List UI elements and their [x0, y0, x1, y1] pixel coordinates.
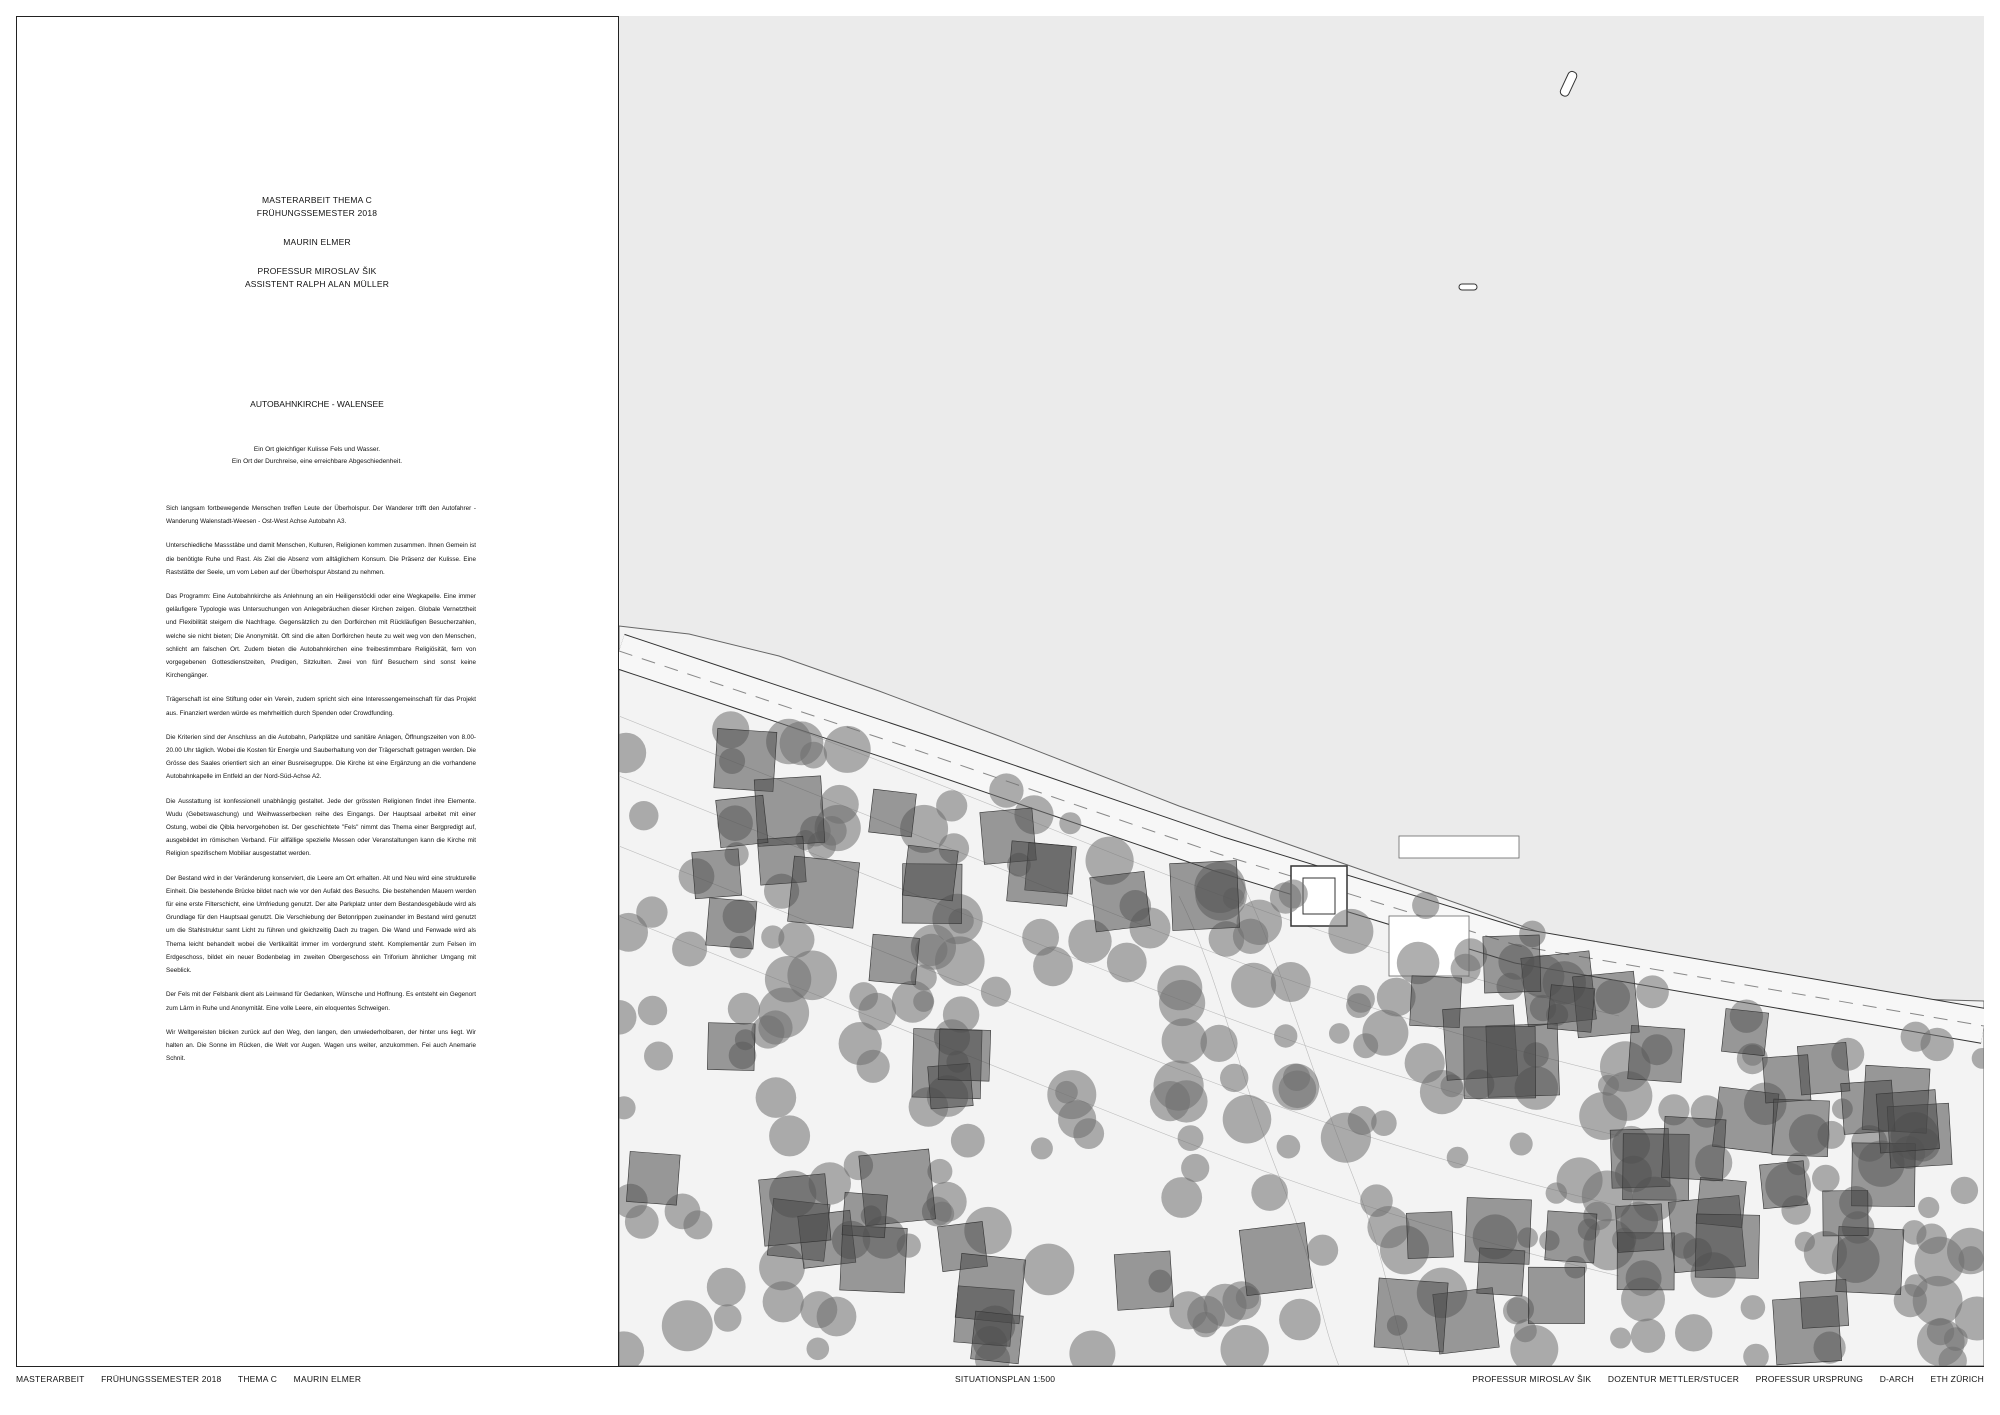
- body-paragraph: Trägerschaft ist eine Stiftung oder ein Verein, zudem spricht sich eine Interessengemeinschaft für das Projekt aus. Finanziert werden würde es mehrheitlich durch Spenden oder Crowdfunding.: [166, 696, 476, 717]
- site-plan: [619, 16, 1984, 1366]
- tree-canopy: [728, 993, 760, 1025]
- tree-canopy: [1631, 1319, 1665, 1353]
- tree-canopy: [625, 1205, 659, 1239]
- building-block: [1823, 1191, 1868, 1236]
- tree-canopy: [1047, 1070, 1096, 1119]
- building-block: [1374, 1278, 1448, 1352]
- author-name: MAURIN ELMER: [283, 237, 351, 247]
- tree-canopy: [1675, 1314, 1712, 1351]
- tree-canopy: [1031, 1137, 1053, 1159]
- building-block: [1836, 1226, 1904, 1294]
- building-block: [1114, 1251, 1173, 1310]
- tree-canopy: [1154, 1061, 1204, 1111]
- tree-canopy: [935, 936, 985, 986]
- tree-canopy: [1741, 1295, 1766, 1320]
- body-paragraph: Wir Weltgereisten blicken zurück auf den Weg, den langen, den unwiederholbaren, der hinter uns liegt. Wir halten an. Die Sonne im Rücken, die Welt vor Augen. Wagen uns weiter, anzukommen. Fei auch Anemarie Schnit.: [166, 1028, 476, 1063]
- tree-canopy: [1279, 1299, 1321, 1341]
- building-block: [1661, 1116, 1726, 1181]
- tree-canopy: [1271, 962, 1311, 1002]
- footer-right: [1458, 1374, 1984, 1384]
- building-block: [1759, 1161, 1807, 1209]
- body-paragraph: Unterschiedliche Massstäbe und damit Menschen, Kulturen, Religionen kommen zusammen. Ihnen Gemein ist die benötigte Ruhe und Rast. Als Ziel die Absenz vom alltäglichem Konsum. Die Präsenz der Kulisse. Eine Raststätte der Seele, um vom Leben auf der Überholspur Abstand zu nehmen.: [166, 542, 476, 576]
- boat-icon: [1459, 284, 1477, 290]
- building-block: [1465, 1197, 1532, 1264]
- tree-canopy: [1107, 943, 1147, 983]
- building-block: [971, 1311, 1024, 1364]
- building-block: [626, 1151, 680, 1205]
- footer-center: SITUATIONSPLAN 1:500: [955, 1374, 1056, 1384]
- body-paragraph: Die Kriterien sind der Anschluss an die Autobahn, Parkplätze und sanitäre Anlagen, Öffnungszeiten von 8.00-20.00 Uhr täglich. Wobei die Kosten für Energie und Sauberhaltung von der Trägerschaft getragen werden. Die Grösse des Saales orientiert sich an einer Busreisegruppe. Die Kirche ist eine Ergänzung an die vorhandene Autobahnkapelle im Entfeld an der Nord-Süd-Achse A2.: [166, 733, 476, 781]
- building-block: [1772, 1099, 1830, 1157]
- building-block: [869, 934, 920, 985]
- project-title: AUTOBAHNKIRCHE - WALENSEE: [250, 399, 384, 409]
- header-line-2: FRÜHUNGSSEMESTER 2018: [256, 208, 378, 218]
- tree-canopy: [824, 726, 871, 773]
- tree-canopy: [638, 996, 667, 1025]
- frame-bottom-line: [16, 1366, 1984, 1367]
- tree-canopy: [981, 977, 1011, 1007]
- tree-canopy: [787, 951, 837, 1001]
- tree-canopy: [1921, 1028, 1954, 1061]
- tree-canopy: [1328, 909, 1373, 954]
- tree-canopy: [758, 1010, 792, 1044]
- tree-canopy: [644, 1042, 673, 1071]
- tree-canopy: [1510, 1133, 1533, 1156]
- site-plan-drawing: [619, 16, 1984, 1366]
- building-block: [1483, 935, 1541, 993]
- body-paragraph: Die Ausstattung ist konfessionell unabhängig gestaltet. Jede der grössten Religionen findet ihre Elemente. Wudu (Gebetswaschung) und Weihwasserbecken reihe des Eingangs. Der Hauptsaal arbeitet mit einer Ostung, wobei die Qibla hervorgehoben ist. Der geschichtete "Fels" nimmt das Thema einer Bergpredigt auf, ausgebildet im römischen Verband. Für allfällige spezielle Messen oder Veranstaltungen kann die Kirche mit Religion spezifischem Mobiliar ausgestattet werden.: [166, 797, 476, 858]
- body-text: [166, 502, 476, 1076]
- tree-canopy: [1033, 946, 1073, 986]
- tree-canopy: [1812, 1165, 1840, 1193]
- footer-item: ETH ZÜRICH: [1930, 1374, 1984, 1384]
- tree-canopy: [1346, 993, 1371, 1018]
- motto-line-1: Ein Ort gleichfiger Kulisse Fels und Wasser.: [253, 446, 381, 453]
- tree-canopy: [1274, 1024, 1297, 1047]
- tree-canopy: [839, 1022, 882, 1065]
- body-paragraph: Das Programm: Eine Autobahnkirche als Anlehnung an ein Heiligenstöckli oder eine Wegkapelle. Eine immer geläufigere Typologie was Untersuchungen von Anlegebräuchen dieser Kirchen zeigen. Globale Vernetztheit und Flexibilität steigern die Nachfrage. Gegensätzlich zu den Dorfkirchen mit Rückläufigen Besucherzahlen, welche sie nicht bieten; Die Anonymität. Oft sind die alten Dorfkirchen heute zu weit weg von den Menschen, schlicht am falschen Ort. Zudem bieten die Autobahnkirchen eine freibestimmbare Religiösität, fern von vorgegebenen Gottesdienstzeiten, Predigen, Sitzkulten. Zwei von fünf Besuchern sind sonst keine Kirchengänger.: [166, 593, 476, 680]
- tree-canopy: [1951, 1177, 1978, 1204]
- tree-canopy: [1023, 1244, 1075, 1296]
- tree-canopy: [800, 742, 827, 769]
- tree-canopy: [1918, 1197, 1939, 1218]
- professor-name: PROFESSUR MIROSLAV ŠIK: [257, 266, 377, 276]
- building-block: [1239, 1223, 1312, 1296]
- tree-canopy: [1412, 892, 1439, 919]
- building-block: [1547, 985, 1595, 1033]
- body-paragraph: Sich langsam fortbewegende Menschen treffen Leute der Überholspur. Der Wanderer trifft den Autofahrer - Wanderung Walenstadt-Weesen - Ost-West Achse Autobahn A3.: [166, 505, 476, 526]
- tree-canopy: [1277, 1135, 1301, 1159]
- tree-canopy: [1636, 975, 1669, 1008]
- tree-canopy: [800, 1291, 837, 1328]
- parking-area: [1399, 836, 1519, 858]
- building-block: [869, 789, 917, 837]
- building-block: [707, 1023, 755, 1071]
- footer-item: PROFESSUR URSPRUNG: [1755, 1374, 1864, 1384]
- tree-canopy: [1362, 1010, 1408, 1056]
- tree-canopy: [1348, 1106, 1377, 1135]
- tree-canopy: [807, 1338, 830, 1361]
- tree-canopy: [1546, 1182, 1567, 1203]
- building-block: [692, 849, 742, 899]
- thesis-header: [16, 194, 618, 291]
- tree-canopy: [1178, 1125, 1204, 1151]
- building-block: [1406, 1212, 1453, 1259]
- tree-canopy: [951, 1124, 985, 1158]
- building-block: [842, 1192, 887, 1237]
- building-block: [706, 898, 757, 949]
- tree-canopy: [672, 932, 707, 967]
- text-panel: [16, 16, 618, 1366]
- tree-canopy: [1073, 1118, 1104, 1149]
- tree-canopy: [756, 1077, 797, 1118]
- building-block: [1090, 871, 1151, 932]
- building-block: [1170, 861, 1240, 931]
- tree-canopy: [1405, 1043, 1445, 1083]
- tree-canopy: [1902, 1220, 1927, 1245]
- tree-canopy: [1181, 1154, 1209, 1182]
- building-block: [1721, 1009, 1768, 1056]
- building-block: [1528, 1267, 1584, 1323]
- tree-canopy: [989, 773, 1023, 807]
- tree-canopy: [1193, 1312, 1218, 1337]
- tree-canopy: [1270, 882, 1301, 913]
- building-block: [1876, 1090, 1939, 1153]
- tree-canopy: [1220, 1064, 1248, 1092]
- body-paragraph: Der Bestand wird in der Veränderung konserviert, die Leere am Ort erhalten. Alt und Neu wird eine strukturelle Einheit. Die bestehende Brücke bildet nach wie vor den Aufakt des Besuchs. Die bestehenden Mauern werden für eine erste Filterschicht, eine Umfriedung genutzt. Der alte Parkplatz unter dem Bestandesgebäude wird als Grundlage für den Hauptsaal genutzt. Die Verschiebung der Betonrippen zueinander im Bestand wird genutzt um die Stahlstruktur samt Licht zu führen und gleichzeitig Dach zu tragen. Die Wand und Fenwade wird als Thema leicht behandelt wobei die Vertikalität immer im vordergrund steht. Komplementär zum Felsen im Erdgeschoss, bildet ein neuer Bodenbelag im zweiten Obergeschoss ein Triforium ähnlicher Umgang mit Seeblick.: [166, 874, 476, 975]
- tree-canopy: [1944, 1327, 1968, 1351]
- tree-canopy: [1905, 1274, 1928, 1297]
- building-block: [1628, 1025, 1685, 1082]
- footer-item: THEMA C: [237, 1374, 278, 1384]
- building-block: [938, 1029, 991, 1082]
- tree-canopy: [714, 1304, 742, 1332]
- building-block: [1615, 1204, 1664, 1253]
- building-block: [903, 845, 959, 901]
- tree-canopy: [778, 922, 814, 958]
- tree-canopy: [1059, 812, 1081, 834]
- footer-left: [16, 1374, 375, 1384]
- tree-canopy: [1503, 1297, 1530, 1324]
- building-block: [716, 795, 768, 847]
- tree-canopy: [1447, 1147, 1469, 1169]
- building-block: [1464, 1026, 1536, 1098]
- tree-canopy: [1162, 1018, 1207, 1063]
- tree-canopy: [662, 1300, 713, 1351]
- tree-canopy: [1329, 1023, 1350, 1044]
- tree-canopy: [1231, 963, 1276, 1008]
- tree-canopy: [1307, 1235, 1338, 1266]
- motto-line-2: Ein Ort der Durchreise, eine erreichbare Abgeschiedenheit.: [231, 458, 403, 465]
- tree-canopy: [849, 982, 878, 1011]
- motto: [16, 444, 618, 468]
- building-block: [1545, 1211, 1597, 1263]
- building-block: [1007, 841, 1073, 907]
- building-block: [759, 1174, 831, 1246]
- footer-item: PROFESSUR MIROSLAV ŠIK: [1472, 1374, 1592, 1384]
- building-block: [788, 856, 860, 928]
- footer-item: D-ARCH: [1879, 1374, 1914, 1384]
- footer-item: DOZENTUR METTLER/STUCER: [1607, 1374, 1740, 1384]
- building-block: [1695, 1214, 1760, 1279]
- assistant-name: ASSISTENT RALPH ALAN MÜLLER: [244, 279, 390, 289]
- building-block: [1763, 1055, 1811, 1103]
- tree-canopy: [1251, 1174, 1288, 1211]
- tree-canopy: [707, 1268, 746, 1307]
- tree-canopy: [943, 996, 979, 1032]
- tree-canopy: [1161, 1177, 1202, 1218]
- tree-canopy: [1223, 1095, 1272, 1144]
- tree-canopy: [1279, 1071, 1317, 1109]
- footer-item: MASTERARBEIT: [16, 1374, 85, 1384]
- header-line-1: MASTERARBEIT THEMA C: [262, 195, 372, 205]
- body-paragraph: Der Fels mit der Felsbank dient als Leinwand für Gedanken, Wünsche und Hoffnung. Es entsteht ein Gegenort zum Lärm in Ruhe und Anonymität. Eine volle Leere, ein eloquentes Schweigen.: [166, 991, 476, 1012]
- tree-canopy: [629, 801, 658, 830]
- footer-item: MAURIN ELMER: [293, 1374, 362, 1384]
- tree-canopy: [769, 1115, 810, 1156]
- tree-canopy: [1610, 1328, 1631, 1349]
- tree-canopy: [913, 991, 934, 1012]
- footer-item: FRÜHUNGSSEMESTER 2018: [101, 1374, 222, 1384]
